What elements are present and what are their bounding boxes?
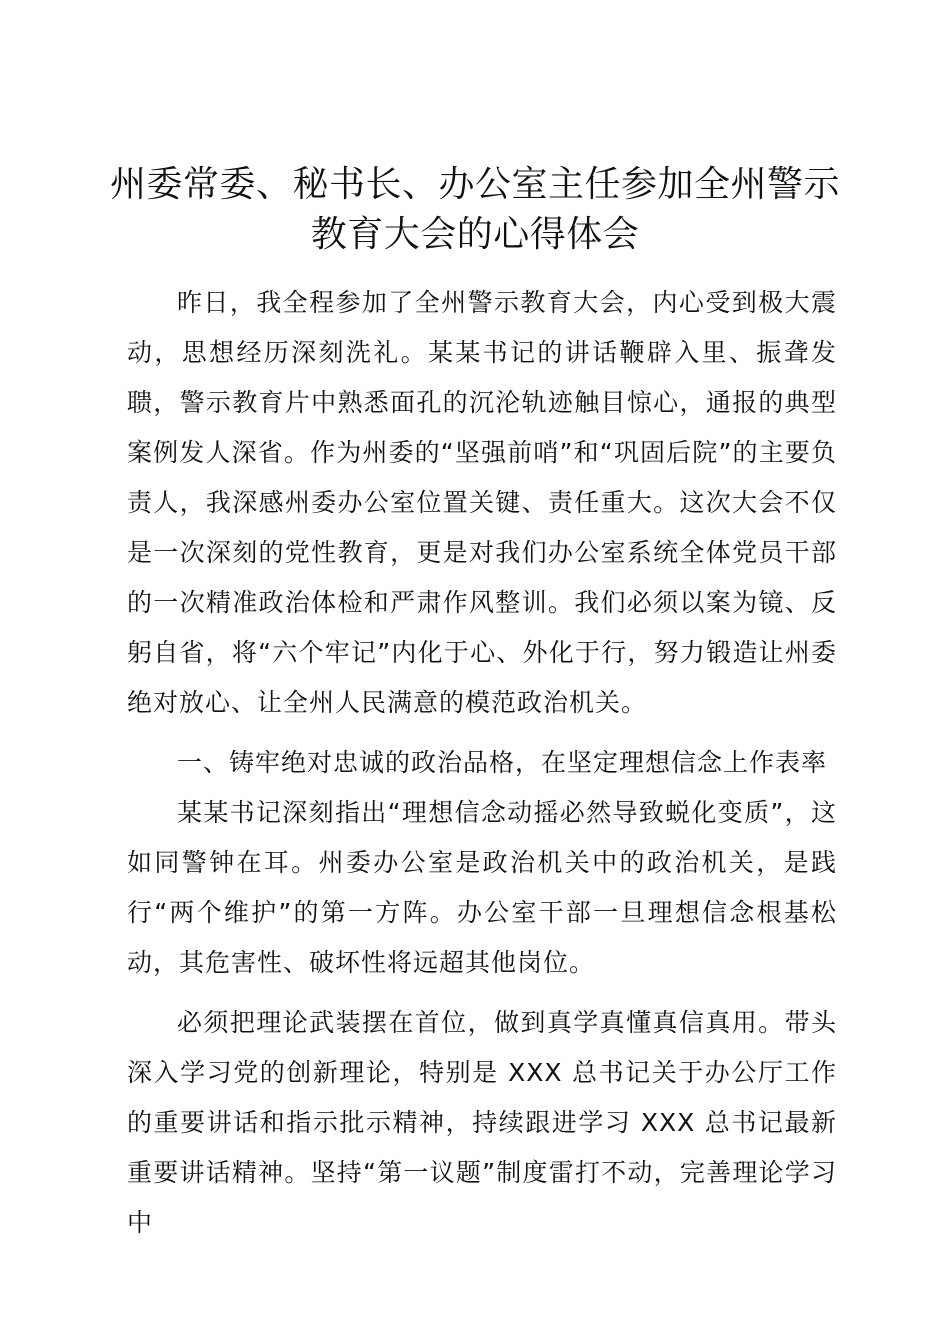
paragraph-section-1-a: 某某书记深刻指出“理想信念动摇必然导致蜕化变质”，这如同警钟在耳。州委办公室是政治机关中的政治机关，是践行“两个维护”的第一方阵。办公室干部一旦理想信念根基松动，其危害性、破坏性将远超其他岗位。 [127,798,837,977]
title-line-2: 教育大会的心得体会 [310,214,640,255]
paragraph-section-1-b: 必须把理论武装摆在首位，做到真学真懂真信真用。带头深入学习党的创新理论，特别是 XXX 总书记关于办公厅工作的重要讲话和指示批示精神，持续跟进学习 XXX 总书记最新重要讲话精神。坚持“第一议题”制度雷打不动，完善理论学习中 [127,1008,837,1237]
section-heading-1: 一、铸牢绝对忠诚的政治品格，在坚定理想信念上作表率 [177,748,828,777]
title-line-1: 州委常委、秘书长、办公室主任参加全州警示 [109,164,840,205]
document-body [127,278,837,1248]
document-title [60,160,890,260]
paragraph-intro: 昨日，我全程参加了全州警示教育大会，内心受到极大震动，思想经历深刻洗礼。某某书记的讲话鞭辟入里、振聋发聩，警示教育片中熟悉面孔的沉沦轨迹触目惊心，通报的典型案例发人深省。作为州委的“坚强前哨”和“巩固后院”的主要负责人，我深感州委办公室位置关键、责任重大。这次大会不仅是一次深刻的党性教育，更是对我们办公室系统全体党员干部的一次精准政治体检和严肃作风整训。我们必须以案为镜、反躬自省，将“六个牢记”内化于心、外化于行，努力锻造让州委绝对放心、让全州人民满意的模范政治机关。 [127,288,837,717]
